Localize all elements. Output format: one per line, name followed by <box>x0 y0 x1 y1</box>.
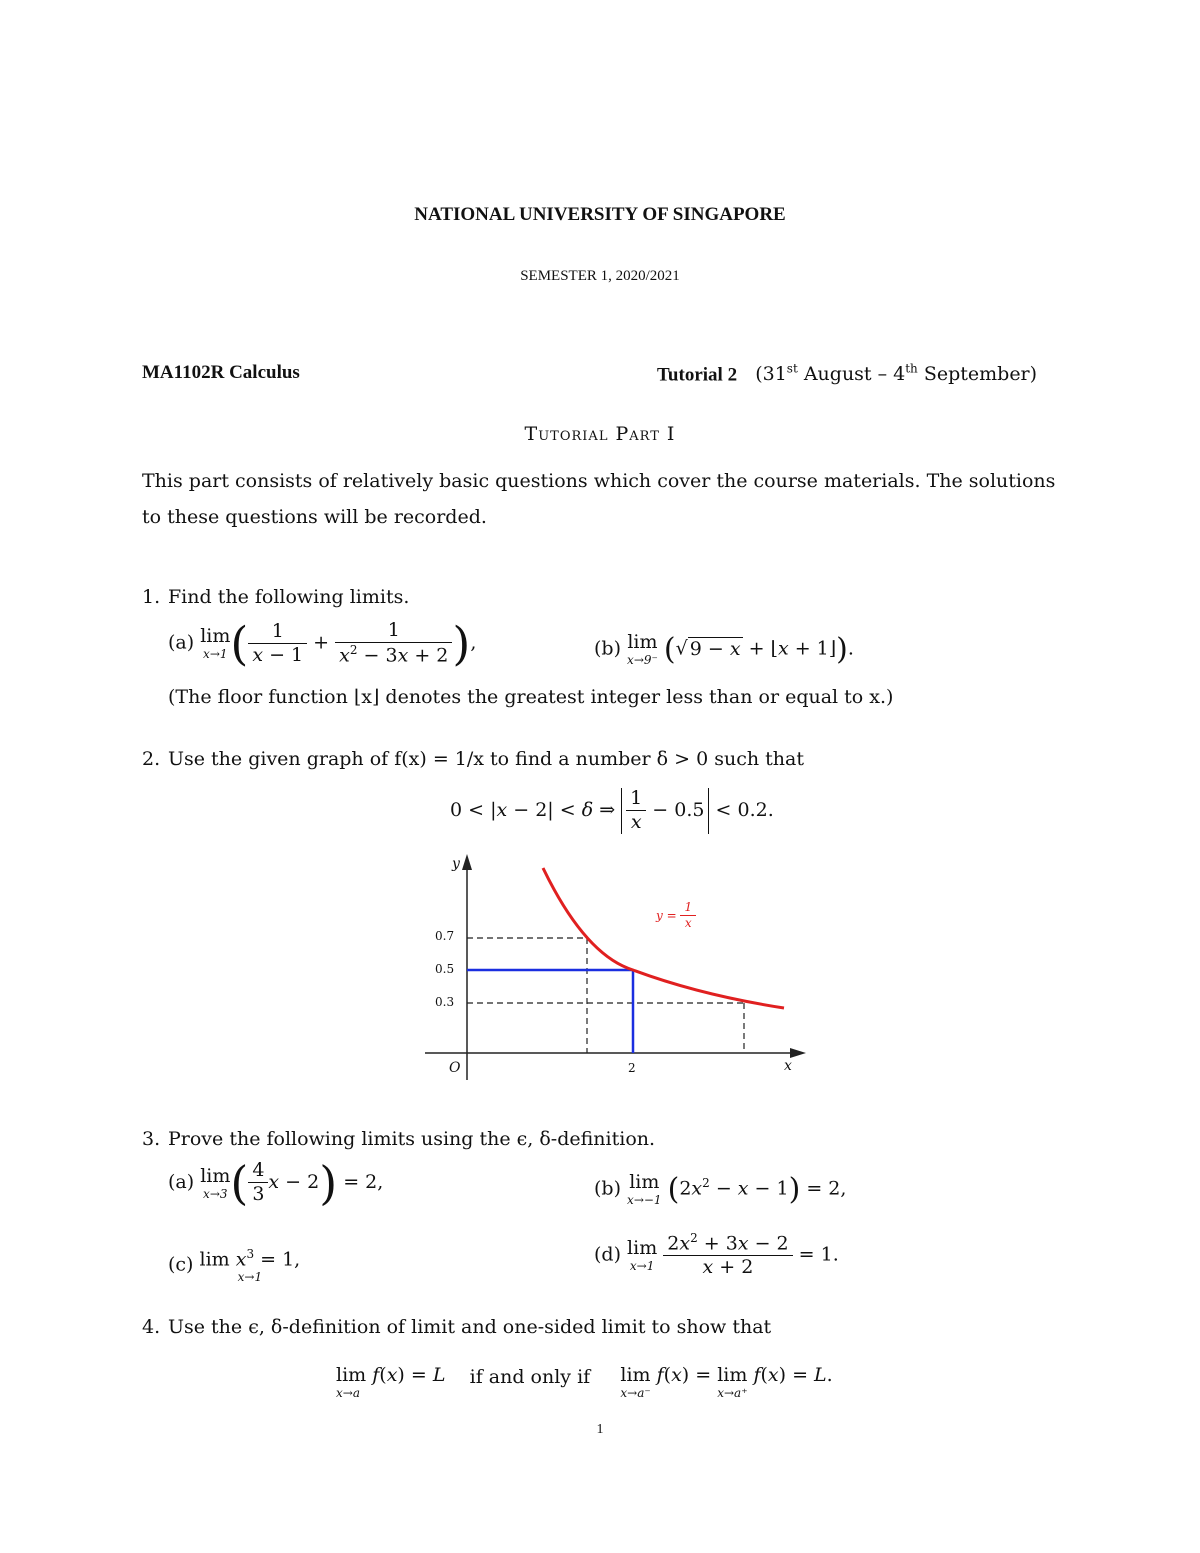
q4-text: Use the ϵ, δ-definition of limit and one-sided limit to show that <box>168 1316 772 1338</box>
q2-inequality: 0 < |x − 2| < δ ⇒ $\frac{1}{x}$ − 0.5 < 0.2. <box>450 787 774 833</box>
q3c-expression: (c) $\lim x^3 = 1$, x→1 <box>168 1247 301 1285</box>
university-name: NATIONAL UNIVERSITY OF SINGAPORE <box>414 204 786 225</box>
q1a-expression: (a) lim x→1 ( $\frac{1}{x - 1}$ + $\frac{1}{x^2 - 3x + 2}$ ), <box>168 616 477 671</box>
q2-text: Use the given graph of f(x) = 1/x to find a number δ > 0 such that <box>168 748 804 770</box>
page-number: 1 <box>596 1422 604 1437</box>
q4-number: 4. <box>142 1316 161 1338</box>
graph-tick-03: 0.3 <box>435 995 455 1009</box>
q1b-expression: (b) lim x→9⁻ (√ 9 − x + ⌊x + 1⌋). <box>594 631 854 667</box>
q2-number: 2. <box>142 748 161 770</box>
graph-tick-07: 0.7 <box>435 929 455 943</box>
q1-text: Find the following limits. <box>168 586 410 608</box>
q3b-expression: (b) lim x→−1 $(2x^2 - x - 1) = 2$, <box>594 1171 847 1207</box>
tutorial-dates: (31st August – 4th September) <box>755 362 1038 386</box>
q3d-expression: (d) lim x→1 $\frac{2x^2 + 3x - 2}{x + 2}$ = 1. <box>594 1231 839 1279</box>
q4-iff: if and only if <box>469 1366 591 1388</box>
x-axis-arrow <box>790 1048 806 1058</box>
graph-tick-x-2: 2 <box>628 1061 636 1075</box>
tutorial-number: Tutorial 2 <box>657 364 738 386</box>
curve-label: y = $\frac{1}{x}$ <box>656 901 696 930</box>
section-title: Tutorial Part I <box>524 423 676 445</box>
q3-text: Prove the following limits using the ϵ, δ-definition. <box>168 1128 656 1150</box>
q1-number: 1. <box>142 586 161 608</box>
intro-line-2: to these questions will be recorded. <box>142 506 487 528</box>
graph-tick-05: 0.5 <box>435 962 455 976</box>
y-axis-arrow <box>462 854 472 870</box>
graph-y-label: y <box>452 856 460 872</box>
intro-line-1: This part consists of relatively basic questions which cover the course materials. The solutions <box>142 470 1056 492</box>
q3a-expression: (a) lim x→3 ( $\frac{4}{3}$ x − 2) = 2, <box>168 1156 384 1210</box>
q4-statement: lim f(x) = L x→a if and only if lim f(x) = x→a⁻ lim f(x) = L. x→a⁺ <box>336 1364 833 1400</box>
graph-origin: O <box>449 1060 461 1076</box>
q3-number: 3. <box>142 1128 161 1150</box>
semester: SEMESTER 1, 2020/2021 <box>520 268 680 284</box>
graph-x-label: x <box>784 1058 792 1074</box>
q1a-label: (a) <box>168 631 195 654</box>
q1-floor-note: (The floor function ⌊x⌋ denotes the greatest integer less than or equal to x.) <box>168 686 894 708</box>
q1b-label: (b) <box>594 637 621 660</box>
course-title: MA1102R Calculus <box>142 362 300 383</box>
